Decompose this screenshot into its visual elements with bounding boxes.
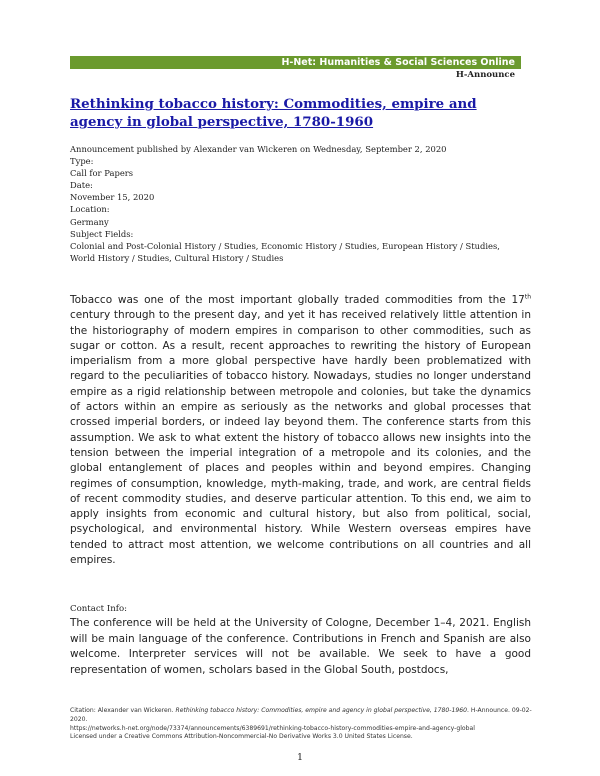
citation-block [70,707,532,742]
citation-title: Rethinking tobacco history: Commodities, empire and agency in global perspective, 1780-1960 [175,707,467,714]
type-value: Call for Papers [70,168,134,179]
date-label: Date: [70,180,93,191]
subjects-line-2: World History / Studies, Cultural History / Studies [70,252,284,263]
date-value: November 15, 2020 [70,192,155,203]
page-number: 1 [296,752,304,763]
citation-url[interactable]: https://networks.h-net.org/node/73374/announcements/6389691/rethinking-tobacco-history-commodities-empire-and-agency-global [70,724,475,732]
citation-license: Licensed under a Creative Commons Attribution-Noncommercial-No Derivative Works 3.0 United States License. [70,733,413,741]
body-part-2: century through to the present day, and yet it has received relatively little attention in the historiography of modern empires in comparison to other commodities, such as sugar or cotton. As a result, recent approaches to rewriting the history of European imperialism from a more global perspective have hardly been problematized with regard to the peculiarities of tobacco history. Nowadays, studies no longer understand empire as a rigid relationship between metropole and colonies, but take the dynamics of actors within an empire as seriously as the networks and global processes that crossed imperial borders, or indeed lay beyond them. The conference starts from this assumption. We ask to what extent the history of tobacco allows new insights into the tension between the imperial integration of a metropole and its colonies, and the global entanglement of places and peoples within and beyond empires. Changing regimes of consumption, knowledge, myth-making, trade, and work, are central fields of recent commodity studies, and deserve particular attention. To this end, we aim to apply insights from economic and cultural history, but also from political, social, psychological, and environmental history. While Western overseas empires have tended to attract most attention, we welcome contributions on all countries and all empires. [70,309,531,567]
citation-line [70,707,532,725]
banner-text: H-Net: Humanities & Social Sciences Online [281,57,515,68]
published-line: Announcement published by Alexander van Wickeren on Wednesday, September 2, 2020 [70,144,447,154]
citation-suffix: . H-Announce. 09-02-2020. [70,707,532,723]
announcement-title-link[interactable]: Rethinking tobacco history: Commodities, empire and agency in global perspective, 1780-1960 [70,96,477,130]
subjects-label: Subject Fields: [70,228,134,239]
contact-info-label: Contact Info: [70,604,128,614]
body-superscript: th [524,293,531,301]
contact-info-text: The conference will be held at the University of Cologne, December 1–4, 2021. English will be main language of the conference. Contributions in French and Spanish are also welcome. Interpreter services will not be available. We seek to have a good representation of women, scholars based in the Global South, postdocs, [70,617,531,676]
announcement-body [70,293,531,568]
section-name: H-Announce [455,70,515,80]
announcement-metadata [70,143,540,264]
type-label: Type: [70,156,94,167]
citation-prefix: Citation: Alexander van Wickeren. [70,707,176,714]
subjects-line-1: Colonial and Post-Colonial History / Studies, Economic History / Studies, European History / Studies, [70,240,500,251]
location-label: Location: [70,204,110,215]
body-part-1: Tobacco was one of the most important globally traded commodities from the 17 [70,294,525,306]
location-value: Germany [70,216,109,227]
h-net-banner [70,56,521,69]
